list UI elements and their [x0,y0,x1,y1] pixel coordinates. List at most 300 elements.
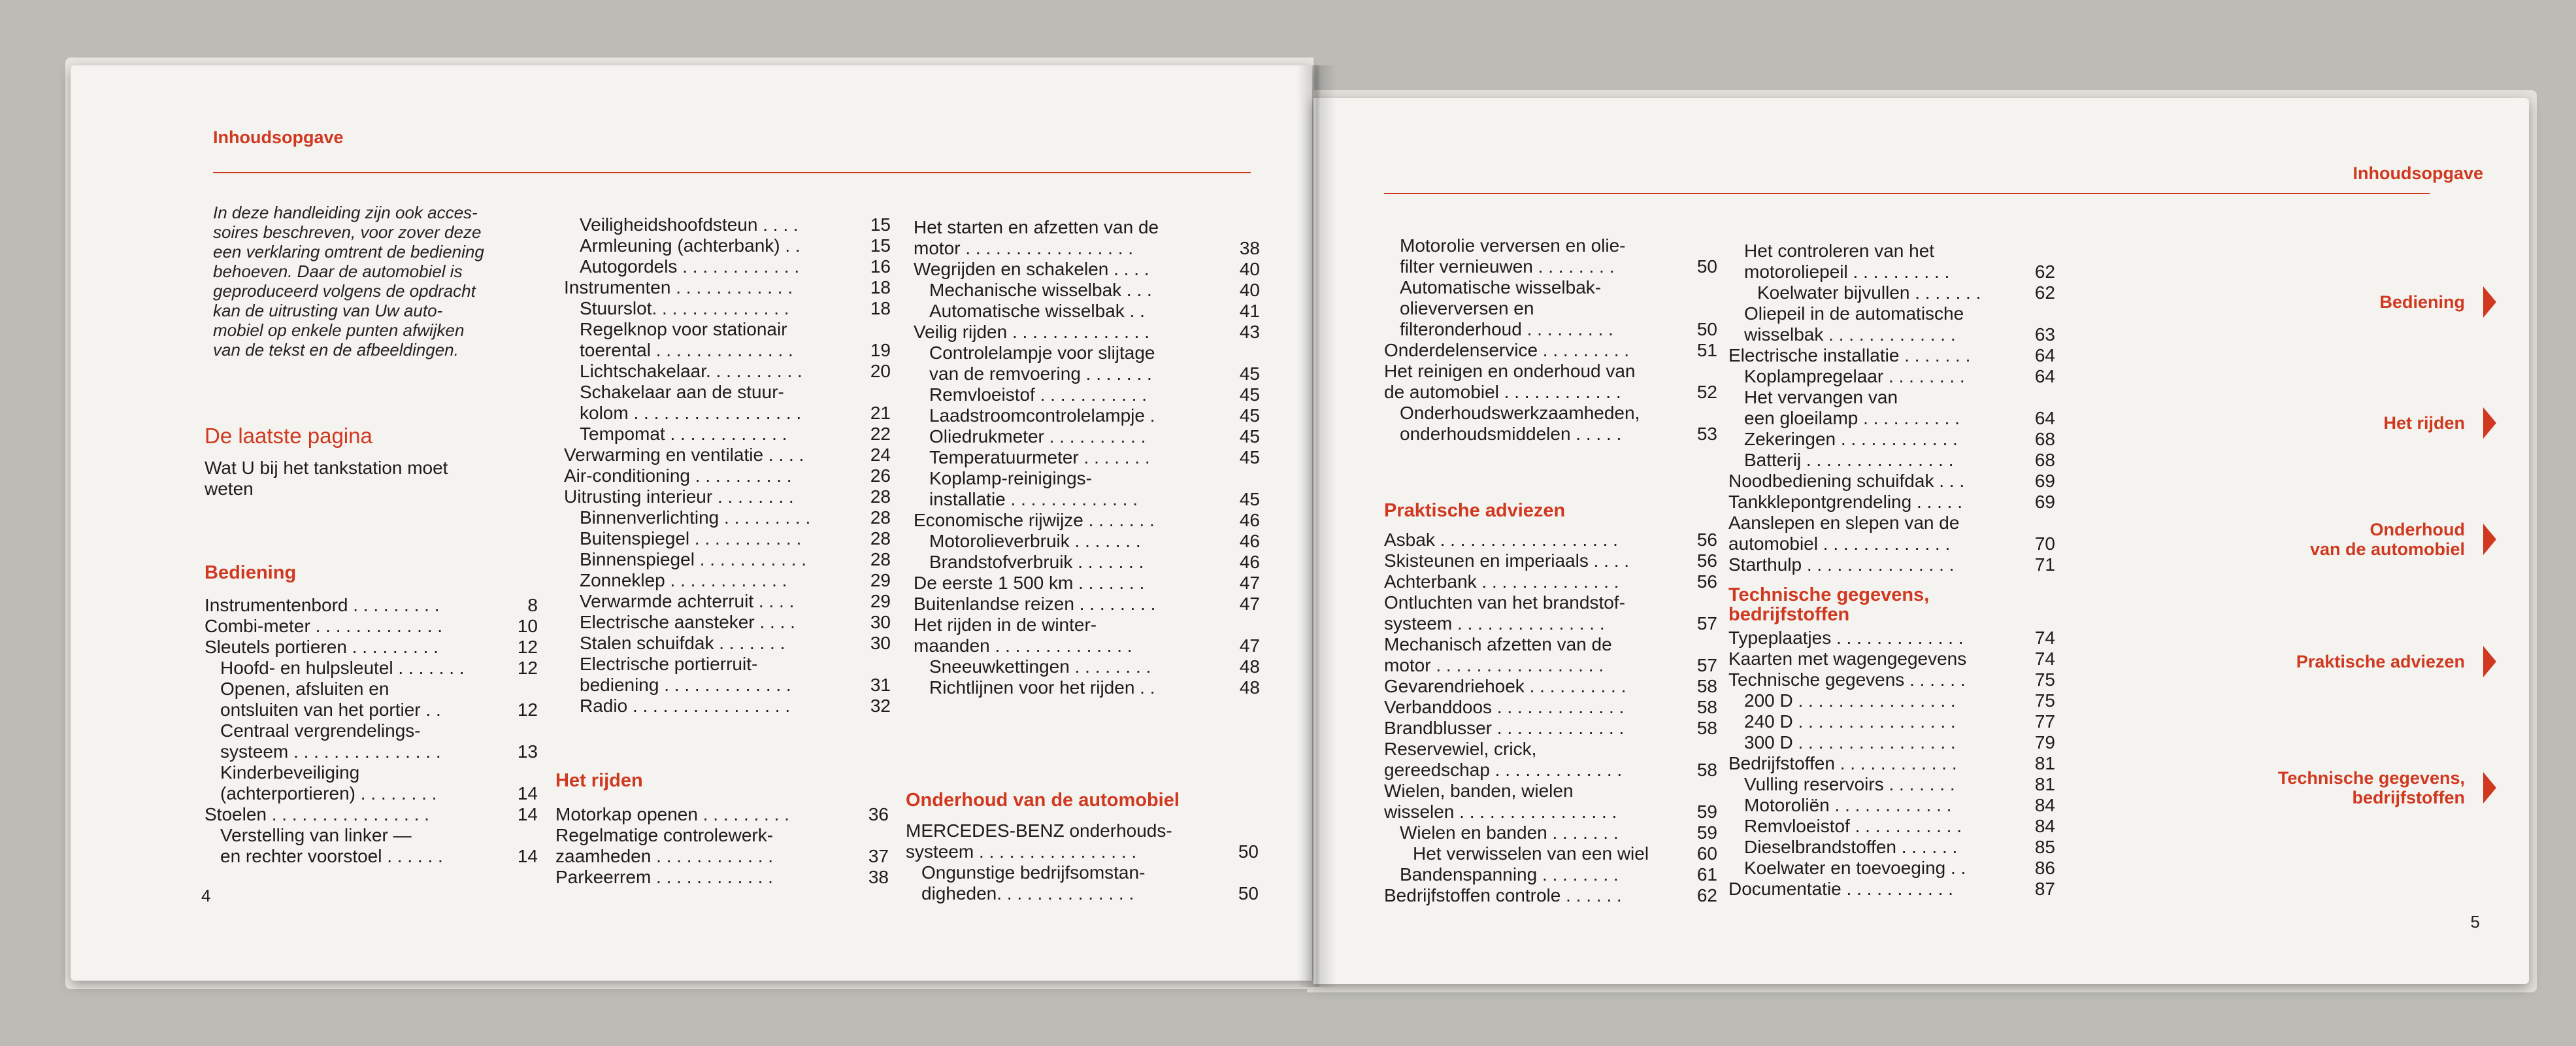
toc-entry [1728,858,2055,879]
section-rijden: Het rijden [555,770,643,791]
toc-entry-title: Skisteunen en imperiaals . . . . [1384,550,1630,571]
toc-entry [564,633,891,654]
toc-entry-page: 58 [1696,697,1717,717]
toc-entry-page: 48 [1239,656,1260,677]
toc-entry-title: De eerste 1 500 km . . . . . . . [914,573,1145,593]
toc-entry-title: Wielen en banden . . . . . . . [1400,822,1619,843]
tab-onderhoud: Onderhoud van de automobiel [2310,520,2496,559]
toc-entry [564,445,891,465]
toc-entry-title: Gevarendriehoek . . . . . . . . . . [1384,676,1627,696]
toc-entry-page: 81 [2034,753,2055,773]
toc-right-col2 [1728,241,2055,575]
toc-entry [564,612,891,633]
toc-entry-title: Automatische wisselbak . . [929,301,1145,321]
toc-entry [914,343,1260,384]
toc-entry [1728,795,2055,816]
toc-entry-page: 38 [868,867,889,887]
toc-entry-page: 24 [870,445,891,465]
toc-entry-title: Verwarmde achterruit . . . . [580,591,795,611]
toc-entry [205,616,538,637]
toc-entry-page: 14 [517,846,538,866]
toc-entry [914,594,1260,615]
toc-entry [914,552,1260,573]
toc-entry [914,405,1260,426]
toc-entry-page: 32 [870,696,891,716]
toc-entry-title: Controlelampje voor slijtage van de remvoering . . . . . . . [929,343,1155,384]
toc-entry-page: 69 [2034,471,2055,491]
toc-entry [1384,718,1717,739]
toc-entry-page: 59 [1696,822,1717,843]
toc-entry [1384,571,1717,592]
toc-entry-title: Instrumentenbord . . . . . . . . . [205,595,440,615]
toc-entry [564,361,891,382]
toc-entry-title: Binnenspiegel . . . . . . . . . . . [580,549,807,569]
toc-entry-page: 8 [527,595,538,615]
toc-entry [1728,387,2055,429]
toc-entry-page: 58 [1696,718,1717,738]
toc-entry-title: Typeplaatjes . . . . . . . . . . . . . [1728,628,1964,648]
toc-entry [564,298,891,319]
toc-entry-page: 45 [1239,363,1260,384]
toc-entry-page: 85 [2034,837,2055,857]
toc-entry-title: Buitenlandse reizen . . . . . . . . [914,594,1156,614]
toc-entry [914,301,1260,322]
toc-entry-page: 40 [1239,259,1260,279]
toc-entry-page: 77 [2034,711,2055,732]
toc-entry [914,322,1260,343]
toc-entry-title: Bedrijfstoffen . . . . . . . . . . . . [1728,753,1957,773]
toc-entry-page: 57 [1696,613,1717,633]
toc-entry-title: Documentatie . . . . . . . . . . . [1728,879,1953,899]
toc-entry-page: 74 [2034,649,2055,669]
toc-entry-page: 13 [517,741,538,762]
toc-entry-page: 14 [517,783,538,803]
toc-entry-page: 50 [1696,319,1717,339]
toc-entry-title: Hoofd- en hulpsleutel . . . . . . . [220,658,465,678]
toc-entry-page: 29 [870,591,891,611]
toc-entry-title: Asbak . . . . . . . . . . . . . . . . . . [1384,530,1618,550]
toc-entry-page: 28 [870,528,891,548]
toc-technische [1728,628,2055,900]
toc-entry [564,214,891,235]
toc-entry-title: Stalen schuifdak . . . . . . . [580,633,785,653]
toc-entry [914,573,1260,594]
toc-entry-title: Remvloeistof . . . . . . . . . . . [1744,816,1962,836]
toc-entry [564,382,891,424]
toc-entry [1728,303,2055,345]
toc-entry-title: Wielen, banden, wielen wisselen . . . . . . . . . . . . . . . . [1384,781,1617,822]
toc-entry-title: Instrumenten . . . . . . . . . . . . [564,277,793,297]
toc-entry [914,280,1260,301]
toc-entry [1728,241,2055,282]
toc-entry-page: 63 [2034,324,2055,345]
toc-entry [564,465,891,486]
arrow-icon [2483,524,2496,555]
toc-entry-title: Koelwater en toevoeging . . [1744,858,1966,878]
toc-entry [1728,282,2055,303]
toc-entry-page: 14 [517,804,538,824]
toc-entry-title: Veilig rijden . . . . . . . . . . . . . . [914,322,1150,342]
toc-entry-title: Uitrusting interieur . . . . . . . . [564,486,794,507]
toc-entry-page: 10 [517,616,538,636]
toc-entry [1728,669,2055,690]
toc-entry-title: Armleuning (achterbank) . . [580,235,801,256]
toc-entry-page: 20 [870,361,891,381]
toc-entry-title: Stoelen . . . . . . . . . . . . . . . . [205,804,429,824]
left-page-number: 4 [201,886,211,905]
last-page-text: Wat U bij het tankstation moet weten [205,458,448,499]
left-header: Inhoudsopgave [213,127,344,147]
toc-entry-title: Verwarming en ventilatie . . . . [564,445,804,465]
toc-entry [1384,235,1717,277]
toc-entry-page: 64 [2034,345,2055,365]
toc-entry-page: 56 [1696,571,1717,592]
toc-entry-title: Combi-meter . . . . . . . . . . . . . [205,616,443,636]
toc-entry [1728,554,2055,575]
toc-entry-title: Economische rijwijze . . . . . . . [914,510,1155,530]
toc-entry [205,637,538,658]
toc-entry-title: Het reinigen en onderhoud van de automobiel . . . . . . . . . . . . [1384,361,1636,402]
toc-entry [1384,864,1717,885]
toc-entry [914,531,1260,552]
section-bediening: Bediening [205,562,297,583]
toc-entry-title: Het rijden in de winter- maanden . . . . . . . . . . . . . . [914,615,1132,656]
toc-entry-title: Koelwater bijvullen . . . . . . . [1757,282,1981,303]
toc-entry-title: Onderdelenservice . . . . . . . . . [1384,340,1630,360]
toc-entry [564,696,891,717]
toc-entry-page: 18 [870,298,891,318]
toc-rijden [555,804,889,888]
section-praktisch: Praktische adviezen [1384,500,1566,521]
toc-entry-page: 21 [870,403,891,423]
toc-entry-page: 36 [868,804,889,824]
toc-entry [1728,711,2055,732]
toc-entry [1728,690,2055,711]
toc-entry-title: Verstelling van linker — en rechter voorstoel . . . . . . [220,825,443,866]
toc-entry-title: Binnenverlichting . . . . . . . . . [580,507,811,528]
toc-entry [1728,816,2055,837]
toc-entry [914,384,1260,405]
toc-entry [1728,471,2055,492]
toc-entry-page: 15 [870,235,891,256]
toc-entry-title: Batterij . . . . . . . . . . . . . . . [1744,450,1954,470]
toc-entry-title: Ongunstige bedrijfsomstan- digheden. . . . . . . . . . . . . . [921,862,1146,903]
toc-entry-page: 69 [2034,492,2055,512]
toc-entry-page: 40 [1239,280,1260,300]
toc-entry-page: 74 [2034,628,2055,648]
toc-entry-page: 47 [1239,573,1260,593]
toc-entry-title: 200 D . . . . . . . . . . . . . . . . [1744,690,1956,711]
toc-praktisch [1384,530,1717,906]
toc-entry-page: 50 [1238,841,1259,862]
toc-entry-title: Buitenspiegel . . . . . . . . . . . [580,528,802,548]
toc-entry [906,862,1259,904]
toc-entry [564,235,891,256]
toc-entry-title: Het vervangen van een gloeilamp . . . . . . . . . . [1744,387,1960,428]
book-gutter [1297,65,1336,987]
toc-entry-title: Verbanddoos . . . . . . . . . . . . . [1384,697,1625,717]
toc-entry-page: 61 [1696,864,1717,885]
toc-entry-page: 53 [1696,424,1717,444]
toc-entry-title: 300 D . . . . . . . . . . . . . . . . [1744,732,1956,752]
toc-entry-title: Achterbank . . . . . . . . . . . . . . [1384,571,1619,592]
toc-entry-page: 59 [1696,801,1717,822]
toc-entry-page: 70 [2034,533,2055,554]
toc-entry-page: 28 [870,549,891,569]
toc-entry-title: Het controleren van het motoroliepeil . . . . . . . . . . [1744,241,1950,282]
toc-entry-title: Aanslepen en slepen van de automobiel . . . . . . . . . . . . . [1728,513,1960,554]
toc-entry-page: 19 [870,340,891,360]
toc-entry [555,825,889,867]
toc-entry-page: 46 [1239,552,1260,572]
toc-entry-title: Brandblusser . . . . . . . . . . . . . [1384,718,1625,738]
toc-col3 [914,217,1260,698]
left-header-rule [213,172,1251,173]
toc-entry-title: Noodbediening schuifdak . . . [1728,471,1965,491]
toc-entry-title: Starthulp . . . . . . . . . . . . . . . [1728,554,1955,575]
toc-entry [914,656,1260,677]
toc-col2 [564,214,891,717]
toc-entry [1384,697,1717,718]
toc-entry-page: 45 [1239,489,1260,509]
toc-entry-page: 47 [1239,594,1260,614]
toc-right-col1 [1384,235,1717,445]
toc-entry [906,820,1259,862]
toc-entry [1728,429,2055,450]
toc-entry-page: 29 [870,570,891,590]
toc-entry-title: Laadstroomcontrolelampje . [929,405,1155,426]
toc-entry [1384,634,1717,676]
toc-entry [1384,361,1717,403]
toc-entry [1728,513,2055,554]
toc-entry [205,762,538,804]
toc-entry-title: Electrische installatie . . . . . . . [1728,345,1971,365]
right-page [1313,98,2529,984]
toc-entry-page: 71 [2034,554,2055,575]
toc-entry [564,256,891,277]
toc-entry-title: Autogordels . . . . . . . . . . . . [580,256,800,277]
toc-entry [1384,843,1717,864]
toc-entry-title: Veiligheidshoofdsteun . . . . [580,214,799,235]
toc-entry-page: 84 [2034,795,2055,815]
toc-entry [914,615,1260,656]
toc-entry [1384,530,1717,550]
toc-entry-title: Oliepeil in de automatische wisselbak . . . . . . . . . . . . . [1744,303,1964,345]
toc-entry [1728,879,2055,900]
toc-entry-title: Onderhoudswerkzaamheden, onderhoudsmiddelen . . . . . [1400,403,1640,444]
toc-entry-page: 60 [1696,843,1717,864]
toc-entry [1728,774,2055,795]
toc-entry [205,595,538,616]
toc-entry [205,825,538,867]
toc-entry-page: 86 [2034,858,2055,878]
arrow-icon [2483,772,2496,803]
toc-entry-title: Automatische wisselbak- olieverversen en filteronderhoud . . . . . . . . . [1400,277,1613,339]
toc-entry-title: Air-conditioning . . . . . . . . . . [564,465,792,486]
toc-entry-title: Motorolie verversen en olie- filter vernieuwen . . . . . . . . [1400,235,1626,277]
right-header: Inhoudsopgave [2353,163,2483,183]
toc-entry-title: Openen, afsluiten en ontsluiten van het portier . . [220,679,441,720]
toc-entry-page: 50 [1238,883,1259,903]
toc-entry-page: 26 [870,465,891,486]
toc-entry-title: MERCEDES-BENZ onderhouds- systeem . . . . . . . . . . . . . . . . [906,820,1172,862]
toc-entry-title: Reservewiel, crick, gereedschap . . . . . . . . . . . . . [1384,739,1623,780]
tab-praktische-adviezen: Praktische adviezen [2296,646,2496,677]
toc-entry [914,510,1260,531]
toc-entry [564,424,891,445]
toc-entry-page: 15 [870,214,891,235]
toc-entry [205,658,538,679]
toc-entry [1728,345,2055,366]
intro-text: In deze handleiding zijn ook acces- soires beschreven, voor zover deze een verklaring omtrent de bediening behoeven. Daar de automobiel is geproduceerd volgens de opdracht kan de uitrusting van Uw auto- mobiel op enkele punten afwijken van de tekst en de afbeeldingen. [213,203,484,360]
toc-entry-page: 48 [1239,677,1260,698]
toc-entry-page: 16 [870,256,891,277]
toc-entry [1728,753,2055,774]
toc-entry [1384,885,1717,906]
toc-entry-title: Regelmatige controlewerk- zaamheden . . . . . . . . . . . . [555,825,774,866]
toc-entry-title: Zonneklep . . . . . . . . . . . . [580,570,787,590]
toc-entry [205,679,538,720]
toc-entry-page: 57 [1696,655,1717,675]
toc-entry-page: 22 [870,424,891,444]
toc-entry-page: 28 [870,486,891,507]
toc-entry-title: Sleutels portieren . . . . . . . . . [205,637,438,657]
toc-entry-page: 46 [1239,510,1260,530]
toc-entry-title: Dieselbrandstoffen . . . . . . [1744,837,1958,857]
toc-entry-title: Parkeerrem . . . . . . . . . . . . [555,867,773,887]
toc-entry [914,447,1260,468]
toc-entry-title: Motoroliën . . . . . . . . . . . . [1744,795,1952,815]
left-page [71,65,1312,981]
toc-entry-title: Mechanisch afzetten van de motor . . . . . . . . . . . . . . . . . [1384,634,1612,675]
toc-entry-title: Richtlijnen voor het rijden . . [929,677,1155,698]
toc-entry [1728,837,2055,858]
toc-entry [564,486,891,507]
toc-entry [564,549,891,570]
toc-entry-title: Centraal vergrendelings- systeem . . . . . . . . . . . . . . . [220,720,441,762]
toc-entry-page: 51 [1696,340,1717,360]
toc-entry-page: 12 [517,658,538,678]
toc-entry-page: 41 [1239,301,1260,321]
toc-entry-page: 52 [1696,382,1717,402]
toc-entry-page: 30 [870,612,891,632]
toc-entry [1384,781,1717,822]
toc-entry [205,804,538,825]
arrow-icon [2483,286,2496,318]
toc-entry-page: 75 [2034,669,2055,690]
toc-entry [914,217,1260,259]
right-page-number: 5 [2470,912,2480,932]
toc-entry-title: Regelknop voor stationair toerental . . . . . . . . . . . . . . [580,319,793,360]
right-header-rule [1384,193,2430,194]
toc-entry [555,804,889,825]
tab-het-rijden: Het rijden [2383,407,2496,439]
toc-entry-page: 37 [868,846,889,866]
toc-entry-title: Temperatuurmeter . . . . . . . [929,447,1150,467]
toc-entry-page: 64 [2034,366,2055,386]
toc-entry [1384,739,1717,781]
toc-entry-title: Remvloeistof . . . . . . . . . . . [929,384,1147,405]
toc-entry-title: Vulling reservoirs . . . . . . . [1744,774,1955,794]
toc-entry-page: 45 [1239,384,1260,405]
toc-entry-title: Het starten en afzetten van de motor . . . . . . . . . . . . . . . . . [914,217,1159,258]
toc-entry [1384,550,1717,571]
toc-entry-title: Brandstofverbruik . . . . . . . [929,552,1144,572]
toc-entry [564,591,891,612]
tab-technische-gegevens: Technische gegevens, bedrijfstoffen [2278,768,2496,807]
toc-entry-page: 50 [1696,256,1717,277]
toc-entry [914,426,1260,447]
toc-entry-title: Ontluchten van het brandstof- systeem . . . . . . . . . . . . . . . [1384,592,1625,633]
toc-entry [1728,450,2055,471]
toc-entry-title: Zekeringen . . . . . . . . . . . . [1744,429,1958,449]
toc-entry-title: Motorkap openen . . . . . . . . . [555,804,789,824]
toc-entry-page: 87 [2034,879,2055,899]
toc-entry [1384,340,1717,361]
toc-entry-title: Oliedrukmeter . . . . . . . . . . [929,426,1146,447]
toc-entry-page: 47 [1239,635,1260,656]
toc-entry-page: 30 [870,633,891,653]
toc-entry-page: 62 [2034,282,2055,303]
toc-entry-page: 46 [1239,531,1260,551]
toc-entry [564,654,891,696]
tab-bediening: Bediening [2379,286,2496,318]
toc-entry-title: Koplamp-reinigings- installatie . . . . . . . . . . . . . [929,468,1138,509]
toc-entry-title: Tankklepontgrendeling . . . . . [1728,492,1962,512]
toc-entry [564,277,891,298]
toc-entry-page: 56 [1696,530,1717,550]
toc-bediening [205,595,538,867]
toc-entry-title: Bandenspanning . . . . . . . . [1400,864,1619,885]
arrow-icon [2483,407,2496,439]
toc-entry-page: 31 [870,675,891,695]
toc-entry-page: 45 [1239,405,1260,426]
toc-entry [1384,822,1717,843]
toc-entry [564,528,891,549]
toc-entry-page: 12 [517,637,538,657]
toc-entry-title: 240 D . . . . . . . . . . . . . . . . [1744,711,1956,732]
toc-entry-page: 18 [870,277,891,297]
toc-entry-page: 68 [2034,429,2055,449]
toc-entry [1728,366,2055,387]
section-onderhoud: Onderhoud van de automobiel [906,790,1180,811]
toc-entry [564,507,891,528]
toc-entry [1728,732,2055,753]
toc-entry [564,570,891,591]
toc-entry-title: Technische gegevens . . . . . . [1728,669,1966,690]
toc-entry-title: Radio . . . . . . . . . . . . . . . . [580,696,791,716]
arrow-icon [2483,646,2496,677]
toc-entry [1384,676,1717,697]
toc-entry [555,867,889,888]
toc-entry-page: 56 [1696,550,1717,571]
toc-entry-page: 84 [2034,816,2055,836]
toc-entry-title: Lichtschakelaar. . . . . . . . . . [580,361,802,381]
toc-entry [1384,277,1717,340]
toc-entry-title: Wegrijden en schakelen . . . . [914,259,1149,279]
toc-entry-page: 81 [2034,774,2055,794]
toc-entry-page: 75 [2034,690,2055,711]
toc-entry [914,259,1260,280]
toc-entry-title: Motorolieverbruik . . . . . . . [929,531,1141,551]
toc-entry-page: 64 [2034,408,2055,428]
section-technische: Technische gegevens, bedrijfstoffen [1728,584,1930,625]
toc-entry [205,720,538,762]
toc-entry [1384,592,1717,634]
toc-entry [1384,403,1717,445]
toc-entry-page: 38 [1239,238,1260,258]
toc-entry-title: Electrische aansteker . . . . [580,612,795,632]
